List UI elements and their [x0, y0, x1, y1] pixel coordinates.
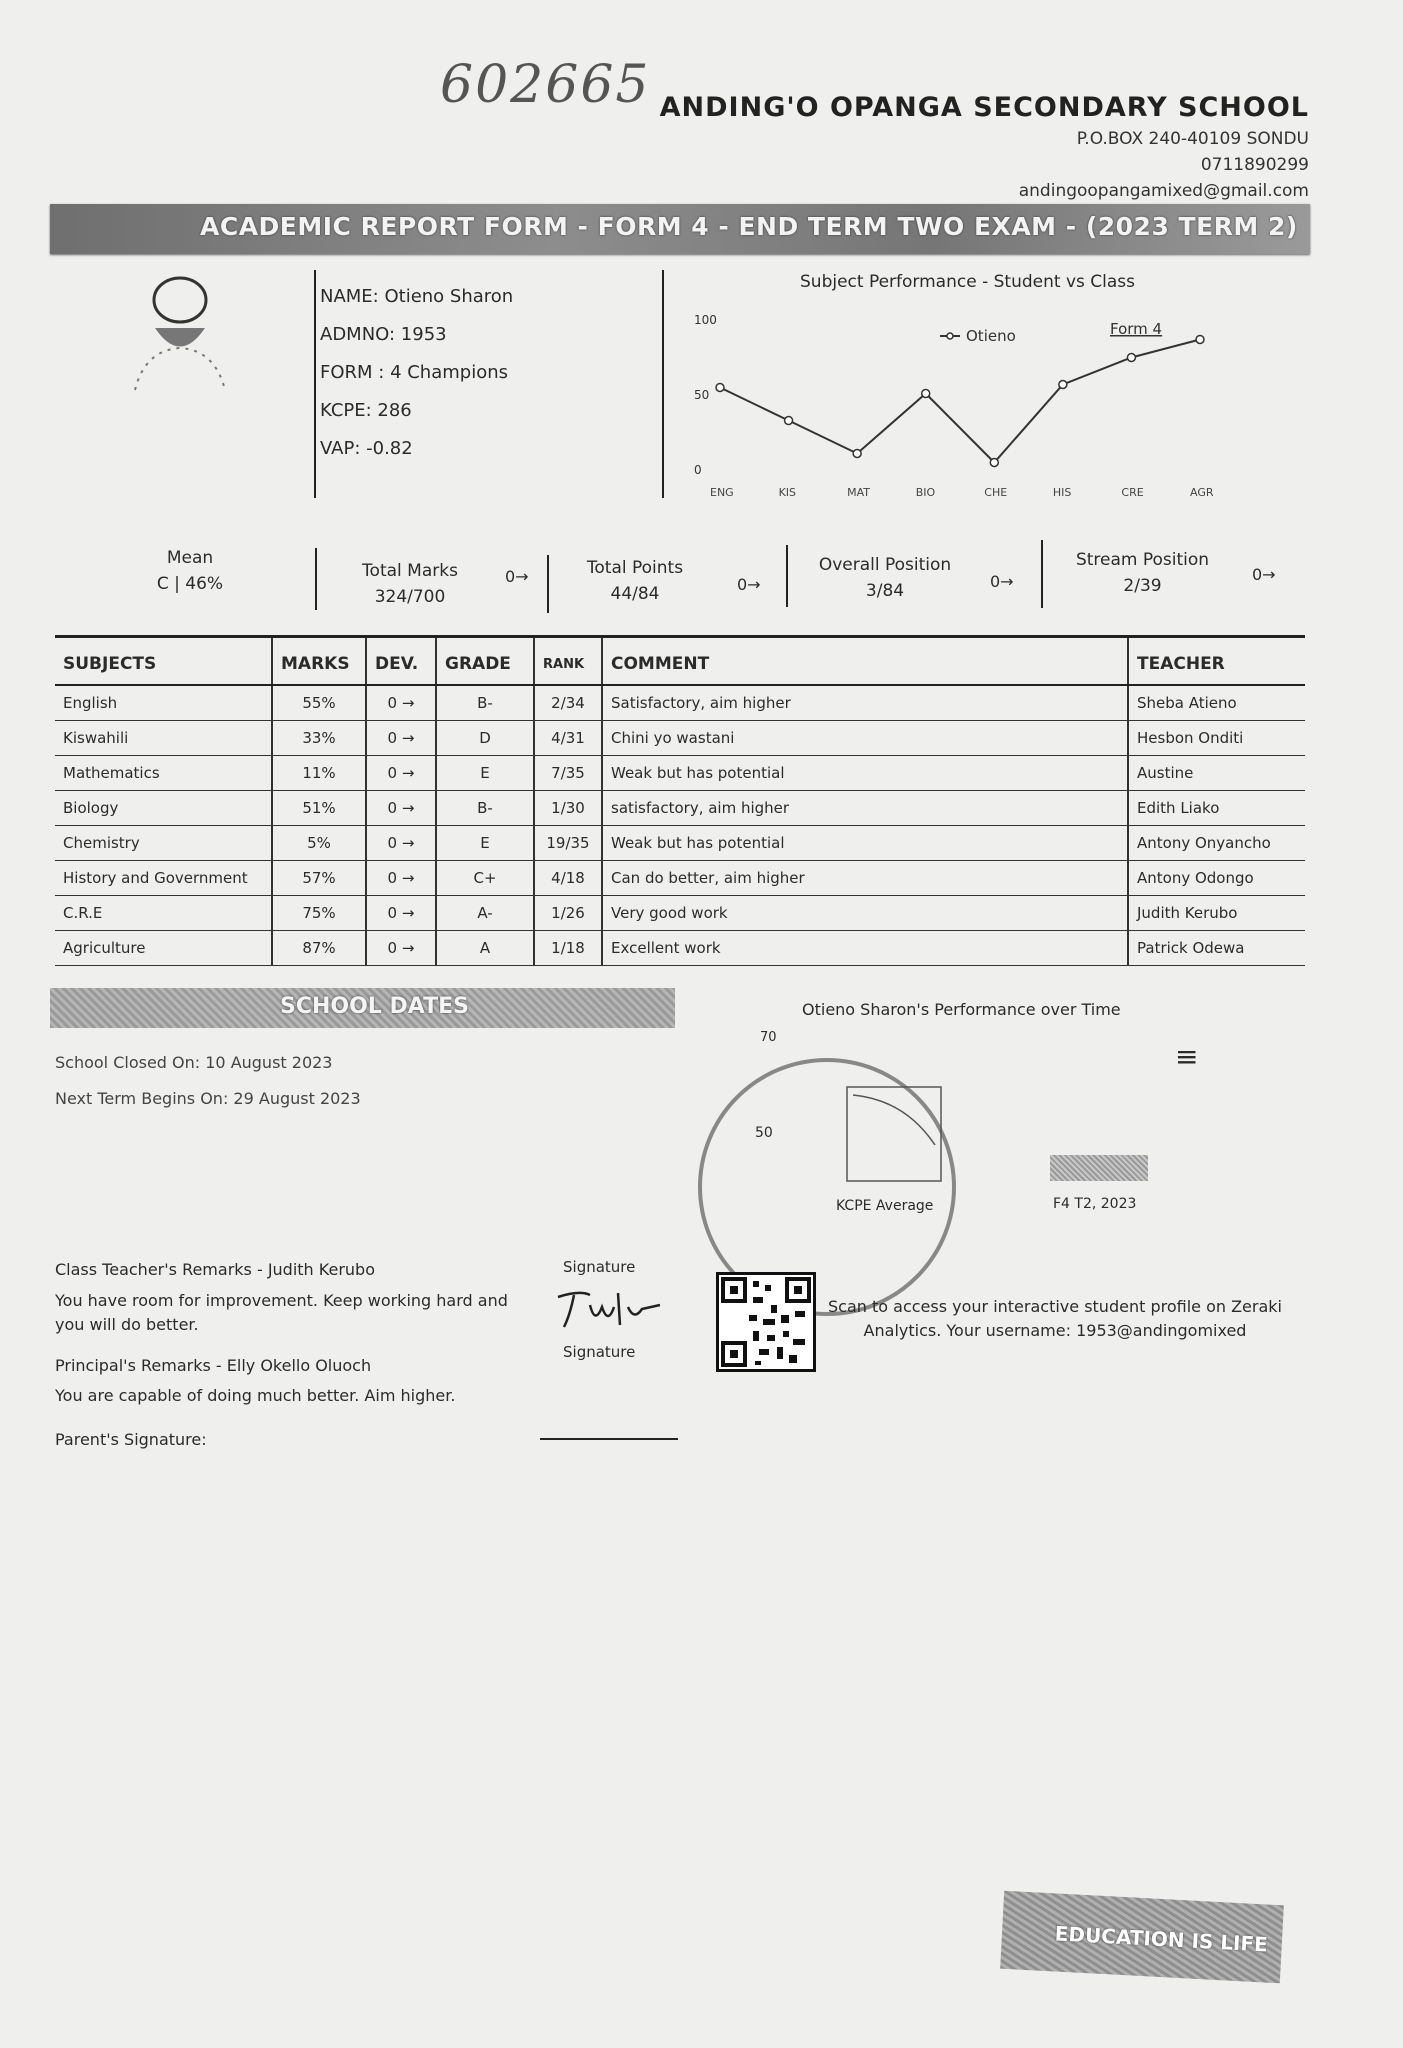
- cell-grade: A-: [436, 896, 534, 931]
- cell-teacher: Judith Kerubo: [1128, 896, 1305, 931]
- trend-xlabel: F4 T2, 2023: [1053, 1196, 1137, 1212]
- performance-chart: [690, 300, 1230, 510]
- student-kcpe: KCPE: 286: [320, 400, 412, 421]
- data-point: [853, 450, 861, 458]
- mean-block: [140, 545, 240, 597]
- cell-teacher: Sheba Atieno: [1128, 685, 1305, 721]
- cell-grade: E: [436, 826, 534, 861]
- principal-signature-label: Signature: [563, 1343, 636, 1361]
- parent-signature-line: [540, 1438, 678, 1440]
- table-row: [55, 756, 1305, 791]
- cell-comment: Weak but has potential: [602, 826, 1128, 861]
- data-point: [1196, 336, 1204, 344]
- student-vap: VAP: -0.82: [320, 438, 413, 459]
- class-teacher-text: You have room for improvement. Keep working hard and you will do better.: [55, 1291, 508, 1334]
- cell-grade: B-: [436, 685, 534, 721]
- school-address: P.O.BOX 240-40109 SONDU: [1076, 129, 1309, 149]
- school-dates-banner: [50, 988, 675, 1028]
- overall-position-value: 3/84: [865, 581, 905, 601]
- table-row: [55, 685, 1305, 721]
- col-comment: COMMENT: [602, 637, 1128, 686]
- handwritten-number: 602665: [440, 55, 651, 115]
- stat-divider-4: [1041, 540, 1043, 608]
- cell-marks: 51%: [272, 791, 366, 826]
- total-points-label: Total Points: [586, 558, 684, 578]
- cell-comment: Satisfactory, aim higher: [602, 685, 1128, 721]
- cell-subject: History and Government: [55, 861, 272, 896]
- overall-position-label: Overall Position: [818, 555, 952, 575]
- y-tick-label: 50: [694, 388, 710, 402]
- overall-position-block: [805, 552, 965, 604]
- cell-dev: 0 →: [366, 791, 436, 826]
- x-tick-label: MAT: [847, 486, 871, 499]
- y-tick-label: 100: [694, 313, 717, 327]
- subjects-table: [55, 635, 1305, 966]
- cell-rank: 1/30: [534, 791, 602, 826]
- student-info: [320, 278, 513, 468]
- col-rank: RANK: [534, 637, 602, 686]
- cell-marks: 5%: [272, 826, 366, 861]
- total-points-value: 44/84: [610, 584, 660, 604]
- data-point: [785, 417, 793, 425]
- x-tick-label: HIS: [1052, 486, 1072, 499]
- cell-teacher: Antony Odongo: [1128, 861, 1305, 896]
- stat-divider-1: [315, 548, 317, 610]
- cell-rank: 1/18: [534, 931, 602, 966]
- trend-ytick-50: 50: [755, 1125, 773, 1141]
- qr-code[interactable]: [716, 1272, 816, 1372]
- school-email: andingoopangamixed@gmail.com: [1018, 181, 1309, 201]
- school-dates: [55, 1045, 361, 1117]
- report-banner-title: ACADEMIC REPORT FORM - FORM 4 - END TERM TWO EXAM - (2023 TERM 2): [200, 212, 1298, 241]
- table-row: [55, 861, 1305, 896]
- school-closed: School Closed On: 10 August 2023: [55, 1053, 333, 1072]
- student-photo: [125, 270, 235, 395]
- mean-value: C | 46%: [156, 574, 224, 594]
- data-point: [922, 390, 930, 398]
- divider-left: [314, 270, 316, 498]
- table-row: [55, 826, 1305, 861]
- school-dates-title: SCHOOL DATES: [280, 994, 469, 1019]
- legend-otieno: Otieno: [966, 327, 1016, 345]
- cell-rank: 2/34: [534, 685, 602, 721]
- cell-comment: Can do better, aim higher: [602, 861, 1128, 896]
- cell-dev: 0 →: [366, 685, 436, 721]
- cell-subject: English: [55, 685, 272, 721]
- principal-label: Principal's Remarks - Elly Okello Oluoch: [55, 1356, 372, 1375]
- education-is-life-badge: [1000, 1891, 1284, 1984]
- col-subjects: SUBJECTS: [55, 637, 272, 686]
- trend-legend-swatch: [1050, 1155, 1148, 1181]
- cell-teacher: Hesbon Onditi: [1128, 721, 1305, 756]
- y-tick-label: 0: [694, 463, 702, 477]
- cell-dev: 0 →: [366, 721, 436, 756]
- data-point: [990, 459, 998, 467]
- data-point: [1059, 381, 1067, 389]
- total-points-block: [570, 555, 700, 607]
- cell-subject: Kiswahili: [55, 721, 272, 756]
- col-grade: GRADE: [436, 637, 534, 686]
- cell-teacher: Patrick Odewa: [1128, 931, 1305, 966]
- trend-plot: [845, 1085, 945, 1185]
- cell-rank: 4/18: [534, 861, 602, 896]
- cell-dev: 0 →: [366, 756, 436, 791]
- table-row: [55, 791, 1305, 826]
- table-header-row: [55, 637, 1305, 686]
- cell-marks: 87%: [272, 931, 366, 966]
- col-dev: DEV.: [366, 637, 436, 686]
- cell-marks: 55%: [272, 685, 366, 721]
- stat-divider-2: [547, 555, 549, 613]
- x-tick-label: CRE: [1121, 486, 1144, 499]
- cell-marks: 57%: [272, 861, 366, 896]
- remarks-section: [55, 1255, 535, 1455]
- cell-grade: B-: [436, 791, 534, 826]
- cell-comment: satisfactory, aim higher: [602, 791, 1128, 826]
- chart-title: Subject Performance - Student vs Class: [800, 272, 1135, 292]
- table-row: [55, 931, 1305, 966]
- student-form: FORM : 4 Champions: [320, 362, 509, 383]
- student-name: NAME: Otieno Sharon: [320, 286, 514, 307]
- data-point: [716, 384, 724, 392]
- data-point: [1127, 354, 1135, 362]
- x-tick-label: ENG: [710, 486, 734, 499]
- cell-teacher: Antony Onyancho: [1128, 826, 1305, 861]
- cell-subject: Mathematics: [55, 756, 272, 791]
- trend-legend-kcpe: KCPE Average: [836, 1198, 934, 1214]
- parent-signature-label: Parent's Signature:: [55, 1430, 207, 1449]
- cell-comment: Excellent work: [602, 931, 1128, 966]
- legend-form4: Form 4: [1110, 320, 1163, 338]
- school-name: ANDING'O OPANGA SECONDARY SCHOOL: [659, 92, 1309, 123]
- cell-dev: 0 →: [366, 931, 436, 966]
- cell-comment: Chini yo wastani: [602, 721, 1128, 756]
- col-teacher: TEACHER: [1128, 637, 1305, 686]
- cell-subject: C.R.E: [55, 896, 272, 931]
- dev-arrow-overall: 0→: [990, 572, 1014, 591]
- cell-rank: 4/31: [534, 721, 602, 756]
- chart-legend: [940, 320, 1162, 345]
- cell-subject: Chemistry: [55, 826, 272, 861]
- dev-arrow-marks: 0→: [505, 567, 529, 586]
- stream-position-label: Stream Position: [1075, 550, 1210, 570]
- cell-rank: 19/35: [534, 826, 602, 861]
- cell-marks: 75%: [272, 896, 366, 931]
- x-tick-label: CHE: [984, 486, 1008, 499]
- cell-rank: 7/35: [534, 756, 602, 791]
- stream-position-value: 2/39: [1123, 576, 1162, 596]
- stat-divider-3: [786, 545, 788, 607]
- table-row: [55, 721, 1305, 756]
- report-banner: [50, 204, 1310, 254]
- cell-grade: D: [436, 721, 534, 756]
- mean-label: Mean: [166, 548, 214, 568]
- cell-comment: Very good work: [602, 896, 1128, 931]
- school-header: [660, 92, 1309, 201]
- x-tick-label: AGR: [1190, 486, 1214, 499]
- stream-position-block: [1060, 547, 1225, 599]
- cell-teacher: Edith Liako: [1128, 791, 1305, 826]
- cell-marks: 11%: [272, 756, 366, 791]
- next-term: Next Term Begins On: 29 August 2023: [55, 1089, 361, 1108]
- total-marks-label: Total Marks: [362, 561, 458, 581]
- cell-dev: 0 →: [366, 896, 436, 931]
- school-phone: 0711890299: [1200, 155, 1309, 175]
- student-admno: ADMNO: 1953: [320, 324, 447, 345]
- cell-grade: A: [436, 931, 534, 966]
- teacher-signature: [550, 1285, 670, 1335]
- cell-dev: 0 →: [366, 861, 436, 896]
- cell-marks: 33%: [272, 721, 366, 756]
- cell-subject: Biology: [55, 791, 272, 826]
- principal-text: You are capable of doing much better. Aim higher.: [55, 1386, 456, 1405]
- trend-ytick-70: 70: [760, 1030, 777, 1045]
- total-marks-block: [340, 558, 480, 610]
- dev-arrow-stream: 0→: [1252, 565, 1276, 584]
- qr-instructions: Scan to access your interactive student profile on Zeraki Analytics. Your username: 1953@andingomixed: [828, 1297, 1282, 1340]
- class-teacher-label: Class Teacher's Remarks - Judith Kerubo: [55, 1260, 375, 1279]
- chart-menu-icon[interactable]: ≡: [1175, 1040, 1199, 1073]
- dev-arrow-points: 0→: [737, 575, 761, 594]
- divider-right: [662, 270, 664, 498]
- cell-rank: 1/26: [534, 896, 602, 931]
- cell-subject: Agriculture: [55, 931, 272, 966]
- col-marks: MARKS: [272, 637, 366, 686]
- cell-grade: E: [436, 756, 534, 791]
- education-is-life-text: EDUCATION IS LIFE: [1054, 1921, 1269, 1957]
- cell-dev: 0 →: [366, 826, 436, 861]
- x-tick-label: KIS: [778, 486, 797, 499]
- trend-title: Otieno Sharon's Performance over Time: [802, 1000, 1121, 1019]
- x-tick-label: BIO: [915, 486, 936, 499]
- teacher-signature-label: Signature: [563, 1258, 636, 1276]
- cell-comment: Weak but has potential: [602, 756, 1128, 791]
- total-marks-value: 324/700: [374, 587, 446, 607]
- cell-teacher: Austine: [1128, 756, 1305, 791]
- table-row: [55, 896, 1305, 931]
- cell-grade: C+: [436, 861, 534, 896]
